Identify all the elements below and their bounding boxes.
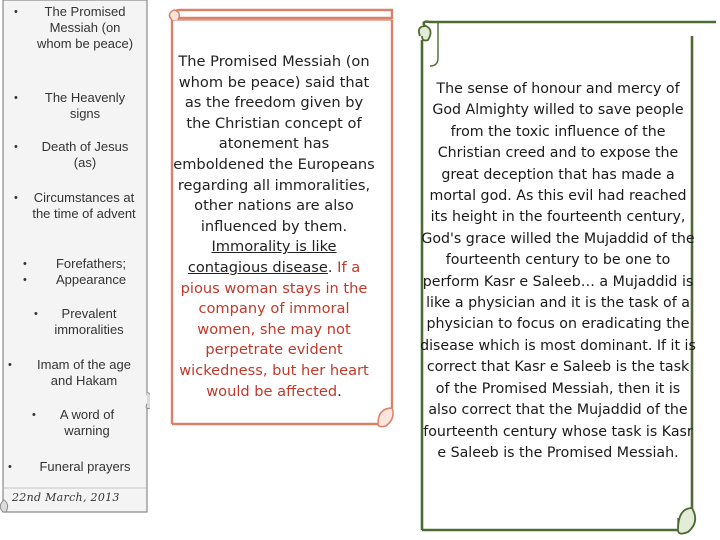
nav-item-promised-messiah[interactable]: [14, 4, 134, 52]
nav-item-label: The Promised Messiah (on whom be peace): [36, 4, 134, 51]
nav-item-label: Forefathers; Appearance: [55, 256, 127, 287]
nav-item-label: Death of Jesus (as): [41, 139, 129, 170]
nav-item-word-of-warning[interactable]: [32, 407, 126, 439]
nav-item-label: The Heavenly signs: [44, 90, 126, 121]
nav-item-heavenly-signs[interactable]: [14, 90, 134, 122]
nav-item-label: A word of warning: [59, 407, 115, 438]
bullet-icon: •: [14, 141, 18, 153]
highlighted-red-text: If a pious woman stays in the company of immoral women, she may not perpetrate evident wickedness, but her heart would be affected: [179, 258, 369, 400]
nav-item-circumstances[interactable]: [14, 190, 136, 222]
middle-text-period: .: [337, 382, 342, 400]
nav-item-label: Circumstances at the time of advent: [32, 190, 136, 221]
navigation-scroll: [0, 0, 150, 520]
nav-item-label: Imam of the age and Hakam: [37, 357, 131, 388]
bullet-icon: •: [23, 274, 27, 286]
nav-item-label: Funeral prayers: [39, 459, 131, 474]
bullet-icon: •: [23, 258, 27, 270]
nav-item-imam-of-the-age[interactable]: [8, 357, 138, 389]
nav-item-label: Prevalent immoralities: [54, 306, 124, 337]
bullet-icon: •: [32, 409, 36, 421]
bullet-icon: •: [34, 308, 38, 320]
right-scroll-text: The sense of honour and mercy of God Almighty willed to save people from the toxic influence of the Christian creed and to expose the great deception that has made a mortal god. As this evil had reached its height in the fourteenth century, God's grace willed the Mujaddid of the fourteenth century to be one to perform Kasr e Saleeb… a Mujaddid is like a physician and it is the task of a physician to focus on eradicating the disease which is most dominant. If it is correct that Kasr e Saleeb is the task of the Promised Messiah, then it is also correct that the Mujaddid of the fourteenth century whose task is Kasr e Saleeb is the Promised Messiah.: [420, 81, 696, 461]
bullet-icon: •: [8, 461, 12, 473]
nav-item-prevalent-immoralities[interactable]: [34, 306, 134, 338]
nav-item-death-of-jesus[interactable]: [14, 139, 140, 171]
middle-scroll-text: [172, 52, 376, 402]
middle-text-period: .: [327, 258, 338, 276]
middle-text-part: The Promised Messiah (on whom be peace) said that as the freedom given by the Christian concept of atonement has emboldened the Europeans regarding all immoralities, other nations are also influenced by them.: [173, 53, 375, 235]
bullet-icon: •: [14, 192, 18, 204]
nav-item-funeral-prayers[interactable]: [8, 459, 140, 475]
nav-item-forefathers[interactable]: [23, 256, 142, 288]
bullet-icon: •: [8, 359, 12, 371]
bullet-icon: •: [14, 6, 18, 18]
underlined-phrase: Immorality is like contagious disease: [187, 238, 337, 276]
bullet-icon: •: [14, 92, 18, 104]
slide-date: 22nd March, 2013: [12, 491, 120, 504]
